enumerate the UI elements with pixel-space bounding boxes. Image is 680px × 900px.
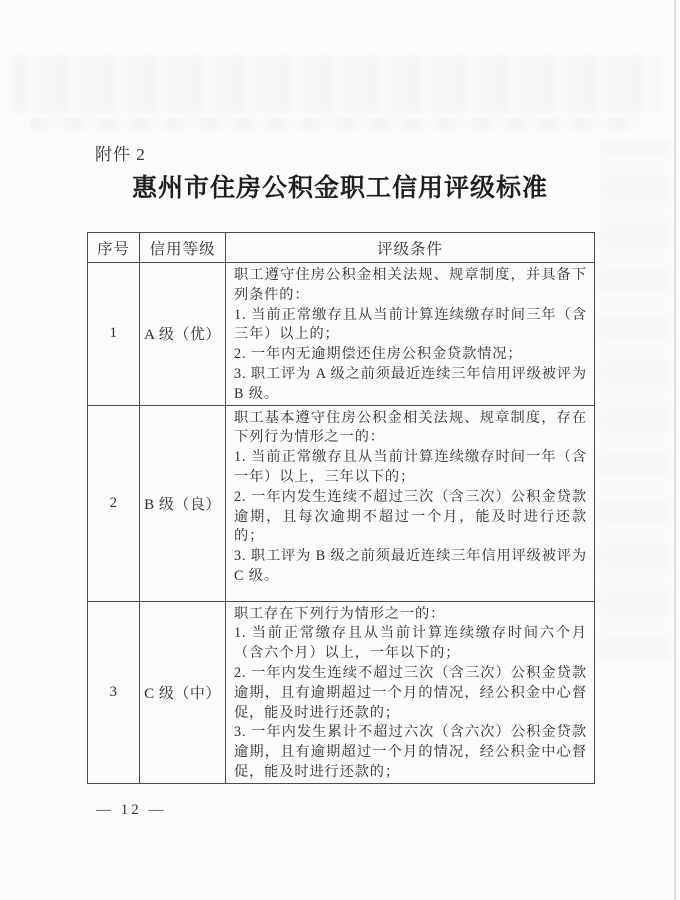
serial-number-cell: 1 <box>88 263 140 406</box>
table-row <box>88 263 595 406</box>
credit-grade-cell: B 级（良） <box>140 405 226 601</box>
condition-item: 2. 一年内无逾期偿还住房公积金贷款情况； <box>234 346 523 363</box>
page-number: — 12 — <box>96 802 167 818</box>
page-title: 惠州市住房公积金职工信用评级标准 <box>131 175 548 202</box>
table-row <box>88 405 595 601</box>
condition-intro: 职工基本遵守住房公积金相关法规、规章制度，存在下列行为情形之一的： <box>234 409 587 446</box>
table-header-row <box>88 233 595 263</box>
header-serial-number: 序号 <box>88 233 140 263</box>
condition-intro: 职工遵守住房公积金相关法规、规章制度，并具备下列条件的： <box>234 267 587 303</box>
condition-item: 3. 一年内发生累计不超过六次（含六次）公积金贷款逾期，且有逾期超过一个月的情况，经公积金中心督促，能及时进行还款的； <box>234 724 587 780</box>
credit-grade-cell: A 级（优） <box>140 263 226 406</box>
condition-intro: 职工存在下列行为情形之一的： <box>234 605 446 622</box>
condition-item: 3. 职工评为 A 级之前须最近连续三年信用评级被评为 B 级。 <box>234 365 587 402</box>
table-row <box>88 601 595 783</box>
rating-conditions-cell <box>226 263 595 406</box>
serial-number-cell: 3 <box>88 601 140 783</box>
condition-item: 1. 当前正常缴存且从当前计算连续缴存时间一年（含一年）以上，三年以下的； <box>234 449 587 485</box>
scan-bleedthrough-artifact <box>30 118 640 131</box>
scan-edge-line <box>674 0 676 900</box>
rating-conditions-cell <box>226 601 595 783</box>
condition-item: 1. 当前正常缴存且从当前计算连续缴存时间六个月（含六个月）以上，一年以下的； <box>234 625 587 662</box>
scan-bleedthrough-artifact <box>12 55 662 113</box>
credit-rating-table <box>87 232 595 784</box>
condition-item: 1. 当前正常缴存且从当前计算连续缴存时间三年（含三年）以上的； <box>234 306 587 343</box>
scan-bleedthrough-artifact <box>600 140 670 660</box>
credit-grade-cell: C 级（中） <box>140 601 226 783</box>
rating-conditions-cell <box>226 405 595 601</box>
condition-item: 2. 一年内发生连续不超过三次（含三次）公积金贷款逾期，且每次逾期不超过一个月，能及时进行还款的； <box>234 488 587 545</box>
header-rating-conditions: 评级条件 <box>226 233 595 263</box>
condition-item: 2. 一年内发生连续不超过三次（含三次）公积金贷款逾期，且有逾期超过一个月的情况，经公积金中心督促，能及时进行还款的； <box>234 664 587 721</box>
attachment-label: 附件 2 <box>95 145 146 164</box>
condition-item: 3. 职工评为 B 级之前须最近连续三年信用评级被评为 C 级。 <box>234 548 587 584</box>
header-credit-grade: 信用等级 <box>140 233 226 263</box>
serial-number-cell: 2 <box>88 405 140 601</box>
